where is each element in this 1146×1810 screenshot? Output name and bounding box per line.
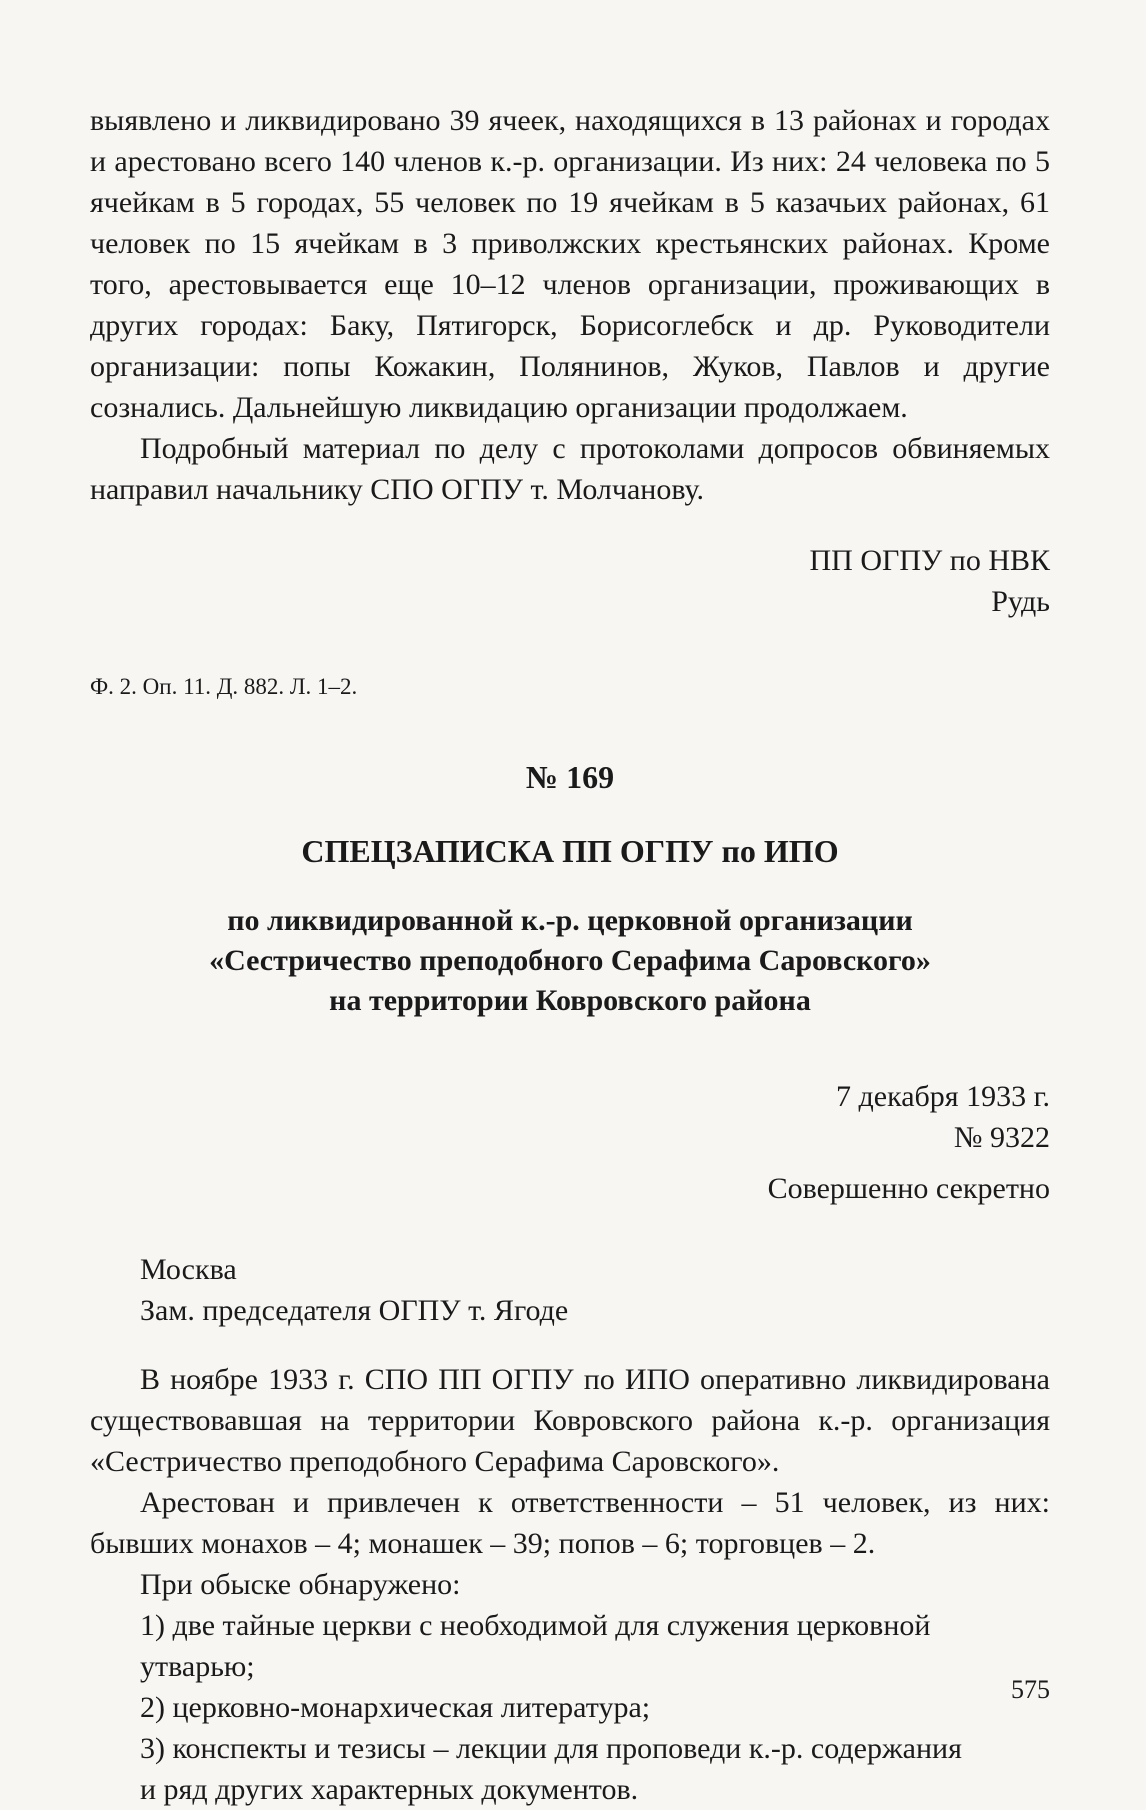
- signature-org: ПП ОГПУ по НВК: [809, 544, 1050, 577]
- subtitle-line-3: на территории Ковровского района: [329, 984, 811, 1017]
- signature-block: [90, 540, 1050, 622]
- archive-reference: Ф. 2. Оп. 11. Д. 882. Л. 1–2.: [90, 674, 358, 699]
- list-item-1: 1) две тайные церкви с необходимой для служения церковной утварью;: [140, 1609, 931, 1683]
- material-paragraph: Подробный материал по делу с протоколами допросов обвиняемых направил начальнику СПО ОГПУ т. Молчанову.: [90, 432, 1050, 506]
- continuation-paragraph: выявлено и ликвидировано 39 ячеек, находящихся в 13 районах и городах и арестовано всего 140 членов к.-р. организации. Из них: 24 человека по 5 ячейкам в 5 городах, 55 человек по 19 ячейкам в 5 казачьих районах, 61 человек по 15 ячейкам в 3 приволжских крестьянских районах. Кроме того, арестовывается еще 10–12 членов организации, проживающих в других городах: Баку, Пятигорск, Борисоглебск и др. Руководители организации: попы Кожакин, Полянинов, Жуков, Павлов и другие сознались. Дальнейшую ликвидацию организации продолжаем.: [90, 104, 1050, 424]
- document-date: 7 декабря 1933 г.: [836, 1080, 1050, 1113]
- document-body: [90, 1359, 1050, 1810]
- classification: Совершенно секретно: [767, 1172, 1050, 1205]
- page-content: [90, 100, 1050, 1810]
- document-meta: [90, 1076, 1050, 1209]
- body-paragraph-1: В ноябре 1933 г. СПО ПП ОГПУ по ИПО оперативно ликвидирована существовавшая на территории Ковровского района к.-р. организация «Сестричество преподобного Серафима Саровского».: [90, 1363, 1050, 1478]
- page-number: 575: [1011, 1675, 1050, 1704]
- addressee: Зам. председателя ОГПУ т. Ягоде: [140, 1294, 569, 1327]
- list-item-3-continuation: и ряд других характерных документов.: [140, 1773, 639, 1806]
- address-block: [90, 1249, 1050, 1331]
- document-number: № 169: [525, 759, 615, 795]
- document-type: СПЕЦЗАПИСКА ПП ОГПУ по ИПО: [301, 833, 839, 869]
- subtitle-line-1: по ликвидированной к.-р. церковной организации: [227, 904, 913, 937]
- body-paragraph-2: Арестован и привлечен к ответственности – 51 человек, из них: бывших монахов – 4; монашек – 39; попов – 6; торговцев – 2.: [90, 1486, 1050, 1560]
- registration-number: № 9322: [953, 1121, 1050, 1154]
- signature-name: Рудь: [991, 585, 1050, 618]
- city: Москва: [140, 1253, 237, 1286]
- list-item-2: 2) церковно-монархическая литература;: [140, 1691, 651, 1724]
- list-item-3: 3) конспекты и тезисы – лекции для проповеди к.-р. содержания: [140, 1732, 962, 1765]
- document-subtitle: [90, 901, 1050, 1021]
- body-paragraph-3: При обыске обнаружено:: [140, 1568, 461, 1601]
- subtitle-line-2: «Сестричество преподобного Серафима Саровского»: [209, 944, 931, 977]
